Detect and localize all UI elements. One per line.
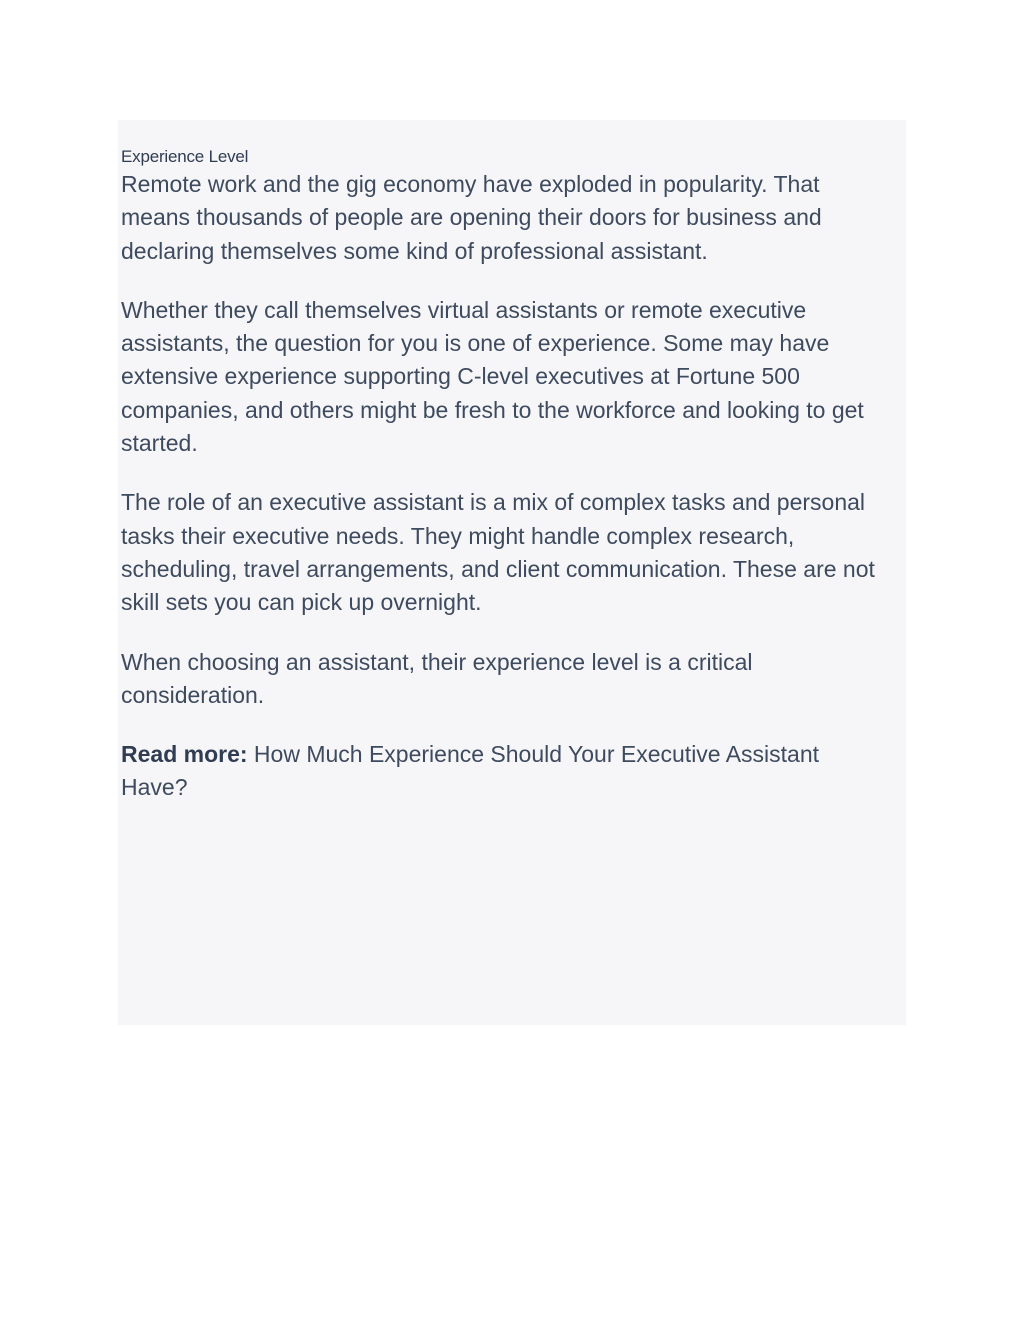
paragraph-critical-consideration: When choosing an assistant, their experience level is a critical consideration. — [121, 648, 753, 708]
paragraph-experience-question: Whether they call themselves virtual assistants or remote executive assistants, the question for you is one of experience. Some may have extensive experience supporting C-level executives at Fortune 500 companies, and others might be fresh to the workforce and looking to get started. — [121, 296, 864, 457]
paragraph-remote-work: Remote work and the gig economy have exploded in popularity. That means thousands of people are opening their doors for business and declaring themselves some kind of professional assistant. — [121, 171, 822, 264]
section-heading: Experience Level — [121, 147, 249, 166]
read-more-paragraph — [121, 738, 891, 805]
paragraph-role-description: The role of an executive assistant is a mix of complex tasks and personal tasks their executive needs. They might handle complex research, scheduling, travel arrangements, and client communication. These are not skill sets you can pick up overnight. — [121, 489, 875, 616]
content-panel — [118, 120, 906, 1025]
read-more-label: Read more: — [121, 741, 248, 768]
read-more-link[interactable]: How Much Experience Should Your Executive Assistant Have? — [121, 741, 820, 801]
